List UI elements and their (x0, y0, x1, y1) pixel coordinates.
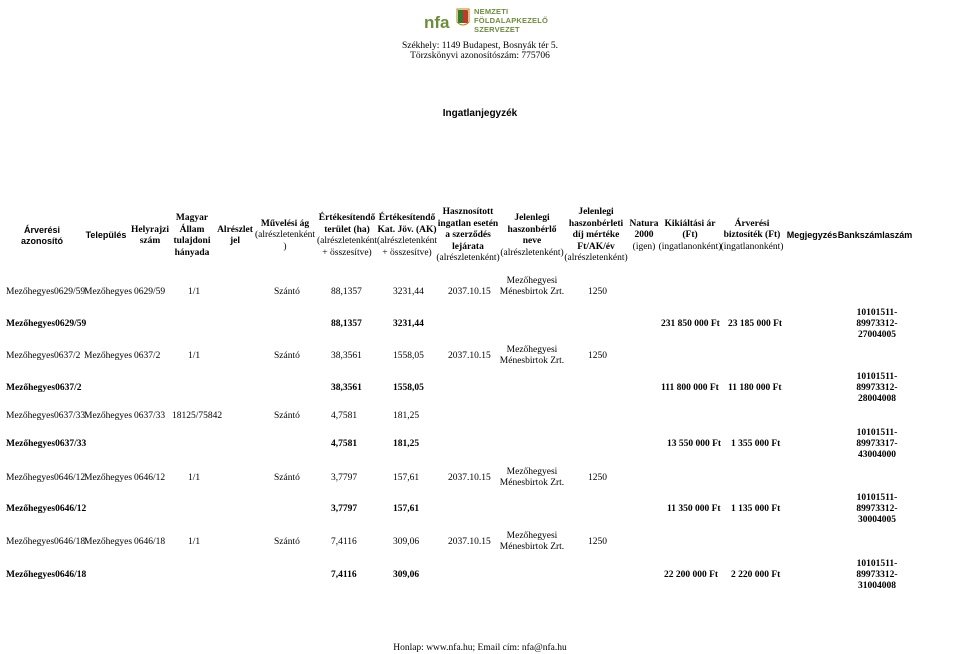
nfa-emblem-icon (422, 4, 472, 38)
summary-id: Mezőhegyes0637/2 (6, 383, 82, 393)
cell-telepules: Mezőhegyes (84, 287, 133, 297)
cell-kat: 1558,05 (393, 351, 424, 361)
summary-terulet: 88,1357 (331, 319, 362, 329)
col-header-kikialtasi-ar: Kikiáltási ár (Ft) (ingatlanonként) (658, 218, 722, 252)
cell-muvelesi-ag: Szántó (274, 537, 300, 547)
col-header-arveresi-azonosito: Árverési azonosító (21, 224, 63, 246)
summary-kat: 1558,05 (393, 383, 424, 393)
cell-hanyad: 1/1 (188, 473, 201, 483)
summary-bankszamla: 10101511-89973312-27004005 (856, 308, 898, 340)
cell-terulet: 4,7581 (331, 411, 358, 421)
summary-kat: 157,61 (393, 504, 420, 514)
logo-line-1: NEMZETI (474, 7, 509, 16)
cell-kat: 309,06 (393, 537, 420, 547)
cell-hrsz: 0646/18 (134, 537, 166, 547)
col-header-jelenlegi-dij: Jelenlegi haszonbérleti díj mértéke Ft/AK/év (alrészletenként) (564, 207, 628, 264)
summary-kikialtasi-ar: 231 850 000 Ft (661, 319, 720, 329)
summary-id: Mezőhegyes0629/59 (6, 319, 87, 329)
cell-hrsz: 0637/33 (134, 411, 166, 421)
address-line-2: Törzskönyvi azonosítószám: 775706 (410, 51, 550, 61)
cell-hanyad: 1/1 (188, 351, 201, 361)
summary-kat: 3231,44 (393, 319, 424, 329)
cell-muvelesi-ag: Szántó (274, 351, 300, 361)
cell-berlo: Mezőhegyesi Ménesbirtok Zrt. (499, 531, 565, 552)
summary-kikialtasi-ar: 11 350 000 Ft (667, 504, 721, 514)
cell-lejarat: 2037.10.15 (448, 537, 491, 547)
col-header-ertekesitendo-kat: Értékesítendő Kat. Jöv. (AK) (alrészletenként + összesítve) (376, 213, 438, 258)
summary-kat: 181,25 (393, 439, 420, 449)
cell-berlo: Mezőhegyesi Ménesbirtok Zrt. (499, 467, 565, 488)
col-header-bankszamlaszam: Bankszámlaszám (837, 230, 913, 241)
svg-text:nfa: nfa (424, 13, 450, 32)
col-header-ertekesitendo-terulet: Értékesítendő terület (ha) (alrészletenként + összesítve) (316, 213, 378, 258)
nfa-logo (422, 4, 582, 40)
cell-terulet: 88,1357 (331, 287, 362, 297)
cell-hrsz: 0646/12 (134, 473, 166, 483)
cell-berlo: Mezőhegyesi Ménesbirtok Zrt. (499, 345, 565, 366)
logo-line-2: FÖLDALAPKEZELŐ (474, 16, 549, 25)
logo-line-3: SZERVEZET (474, 25, 520, 34)
col-header-natura: Natura 2000 (igen) (629, 218, 659, 252)
cell-hanyad: 18125/75842 (172, 411, 223, 421)
summary-bankszamla: 10101511-89973317-43004000 (856, 428, 898, 460)
summary-kikialtasi-ar: 111 800 000 Ft (661, 383, 719, 393)
cell-telepules: Mezőhegyes (84, 473, 133, 483)
summary-biztositek: 23 185 000 Ft (728, 319, 783, 329)
cell-kat: 3231,44 (393, 287, 424, 297)
col-header-megjegyzes: Megjegyzés (786, 230, 838, 241)
col-header-arveresi-biztositek: Árverési biztosíték (Ft) (ingatlanonként) (720, 218, 784, 252)
summary-id: Mezőhegyes0646/18 (6, 570, 87, 580)
cell-id: Mezőhegyes0629/59 (6, 287, 86, 297)
cell-muvelesi-ag: Szántó (274, 287, 300, 297)
cell-hanyad: 1/1 (188, 537, 201, 547)
cell-hrsz: 0629/59 (134, 287, 166, 297)
summary-bankszamla: 10101511-89973312-30004005 (856, 493, 898, 525)
cell-terulet: 3,7797 (331, 473, 358, 483)
cell-muvelesi-ag: Szántó (274, 411, 300, 421)
cell-id: Mezőhegyes0637/2 (6, 351, 81, 361)
cell-berlo: Mezőhegyesi Ménesbirtok Zrt. (499, 276, 565, 297)
cell-lejarat: 2037.10.15 (448, 473, 491, 483)
cell-terulet: 38,3561 (331, 351, 362, 361)
summary-kat: 309,06 (393, 570, 420, 580)
col-header-helyrajzi-szam: Helyrajzi szám (131, 224, 169, 246)
summary-terulet: 3,7797 (331, 504, 358, 514)
cell-kat: 157,61 (393, 473, 420, 483)
col-header-muvelesi-ag: Művelési ág (alrészletenként ) (254, 218, 316, 252)
summary-kikialtasi-ar: 22 200 000 Ft (664, 570, 719, 580)
col-header-telepules: Település (85, 230, 127, 241)
col-header-jelenlegi-berlo: Jelenlegi haszonbérlő neve (alrészletenként) (500, 213, 564, 258)
cell-telepules: Mezőhegyes (84, 411, 133, 421)
cell-kat: 181,25 (393, 411, 420, 421)
col-header-alreszlet-jel: Alrészlet jel (217, 224, 253, 246)
cell-id: Mezőhegyes0646/18 (6, 537, 86, 547)
summary-biztositek: 2 220 000 Ft (731, 570, 781, 580)
cell-telepules: Mezőhegyes (84, 351, 133, 361)
summary-terulet: 4,7581 (331, 439, 358, 449)
cell-hrsz: 0637/2 (134, 351, 161, 361)
cell-hanyad: 1/1 (188, 287, 201, 297)
cell-dij: 1250 (588, 351, 607, 361)
cell-dij: 1250 (588, 287, 607, 297)
logo-text (474, 7, 548, 34)
cell-lejarat: 2037.10.15 (448, 351, 491, 361)
summary-id: Mezőhegyes0646/12 (6, 504, 87, 514)
footer-contact: Honlap: www.nfa.hu; Email cím: nfa@nfa.hu (393, 643, 567, 653)
col-header-hasznositott: Hasznosított ingatlan esetén a szerződés lejárata (alrészletenként) (436, 207, 500, 264)
cell-telepules: Mezőhegyes (84, 537, 133, 547)
cell-id: Mezőhegyes0637/33 (6, 411, 86, 421)
cell-muvelesi-ag: Szántó (274, 473, 300, 483)
summary-biztositek: 1 355 000 Ft (731, 439, 781, 449)
cell-dij: 1250 (588, 537, 607, 547)
address-line-1: Székhely: 1149 Budapest, Bosnyák tér 5. (401, 41, 559, 51)
col-header-magyar-allam: Magyar Állam tulajdoni hányada (173, 213, 211, 258)
summary-bankszamla: 10101511-89973312-28004008 (856, 372, 898, 404)
cell-id: Mezőhegyes0646/12 (6, 473, 86, 483)
cell-dij: 1250 (588, 473, 607, 483)
cell-lejarat: 2037.10.15 (448, 287, 491, 297)
summary-kikialtasi-ar: 13 550 000 Ft (667, 439, 722, 449)
cell-terulet: 7,4116 (331, 537, 357, 547)
summary-terulet: 38,3561 (331, 383, 362, 393)
page-title: Ingatlanjegyzék (442, 108, 518, 119)
summary-id: Mezőhegyes0637/33 (6, 439, 87, 449)
summary-biztositek: 1 135 000 Ft (731, 504, 781, 514)
summary-biztositek: 11 180 000 Ft (728, 383, 782, 393)
summary-terulet: 7,4116 (331, 570, 357, 580)
summary-bankszamla: 10101511-89973312-31004008 (856, 559, 898, 591)
